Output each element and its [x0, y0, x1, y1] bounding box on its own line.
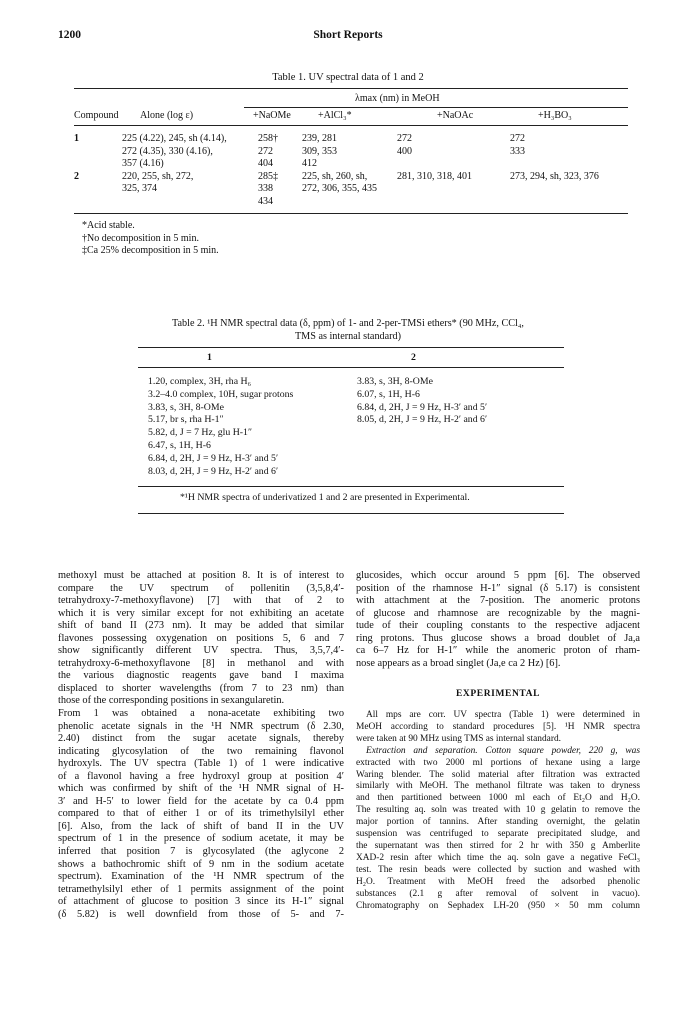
experimental-heading: EXPERIMENTAL — [455, 689, 541, 699]
table1-row2-alcl3-line2: 272, 306, 355, 435 — [302, 183, 377, 194]
table2-col1-row: 5.17, br s, rha H-1″ — [148, 414, 224, 426]
table1-header-compound: Compound — [74, 110, 119, 121]
running-head: Short Reports — [313, 29, 383, 41]
table2-col2-row: 6.07, s, 1H, H-6 — [357, 388, 420, 400]
table2-header-rule — [138, 367, 564, 368]
text-line: spectrum). Examination of the ¹H NMR spectrum of the — [58, 871, 344, 883]
text-line: XAD-2 resin after which time the aq. soln gave a negative FeCl₃ — [356, 852, 640, 863]
table1-row1-naoac-line1: 272 — [397, 133, 412, 144]
text-line: MeOH according to standard procedures [5]. ¹H NMR spectra — [356, 721, 640, 732]
table2-col1-row: 3.83, s, 3H, 8-OMe — [148, 401, 224, 413]
text-line: The resulting aq. soln was treated with 10 g gelatin to remove the — [356, 805, 640, 816]
table1-row1-naoac-line2: 400 — [397, 145, 412, 157]
table2-col1 — [148, 376, 293, 478]
experimental-text — [356, 710, 640, 912]
table2-caption-line2: TMS as internal standard) — [294, 331, 402, 342]
table1-spanner-rule — [244, 107, 628, 108]
table1-row1-alone-line1: 225 (4.22), 245, sh (4.14), — [122, 133, 227, 144]
table1-row1-compound: 1 — [74, 133, 79, 144]
table2-col1-header: 1 — [207, 352, 212, 363]
text-line: which was confirmed by shift of the ¹H NMR signal of H- — [58, 783, 344, 795]
text-line: spectrum of 1 in the presence of sodium acetate, it may be — [58, 833, 344, 845]
table2-footnote-rule — [138, 513, 564, 514]
text-line: 2.40) distinct from the sugar acetate signals, thereby — [58, 733, 344, 745]
table1-row1-h3bo3-line2: 333 — [510, 145, 525, 157]
table1-row1-alcl3-line1: 239, 281 — [302, 133, 337, 144]
text-line: tetramethylsilyl ether of 1 permits assignment of the point — [58, 883, 344, 895]
table2-col2-header: 2 — [411, 352, 416, 363]
text-line: All mps are corr. UV spectra (Table 1) were determined in — [366, 710, 640, 720]
text-line: position of the rhamnose H-1″ signal (δ 5.17) is consistent — [356, 582, 640, 594]
table2-col2-row: 3.83, s, 3H, 8-OMe — [357, 376, 433, 387]
table1-bottom-rule — [74, 213, 628, 214]
text-line: of a flavonol having a free hydroxyl group at position 4′ — [58, 770, 344, 782]
table1-row1-naome-line2: 272 — [258, 145, 273, 157]
text-line: shows a bathochromic shift of 9 nm in the sodium acetate — [58, 858, 344, 870]
table1-row1-h3bo3-line1: 272 — [510, 133, 525, 144]
table2-col1-row: 6.84, d, 2H, J = 9 Hz, H-3′ and 5′ — [148, 452, 279, 464]
table1-header-naome: +NaOMe — [253, 110, 291, 121]
text-line: tetrahydroxy-6-methoxyflavone [8] in methanol and with — [58, 657, 344, 669]
text-line: extracted with two 2000 ml portions of hexane using a large — [356, 757, 640, 768]
text-line: the supernatant was then stirred for 2 hr with 350 g Amberlite — [356, 840, 640, 851]
table2-col1-row: 6.47, s, 1H, H-6 — [148, 439, 211, 451]
text-line: methoxyl must be attached at position 8. It is of interest to — [58, 570, 344, 581]
text-line: which it is very similar except for not exhibiting an acetate — [58, 607, 344, 619]
table1-row1-alone-line3: 357 (4.16) — [122, 158, 164, 169]
table2-col1-row: 1.20, complex, 3H, rha H₆ — [148, 376, 251, 387]
table1-row2-naoac-line1: 281, 310, 318, 401 — [397, 170, 472, 182]
table2-caption-line1: Table 2. ¹H NMR spectral data (δ, ppm) of 1- and 2-per-TMSi ethers* (90 MHz, CCl₄, — [172, 318, 524, 329]
text-line: with attachment at the 7-position. The anomeric protons — [356, 595, 640, 607]
text-line: hydroxyls. The UV spectra (Table 1) of 1 were indicative — [58, 758, 344, 770]
table1-header-alcl3: +AlCl₃* — [318, 110, 352, 121]
table2-col2 — [357, 376, 487, 427]
text-line: inferred that position 7 is glycosylated (the aglycone 2 — [58, 846, 344, 858]
table1-footnote-3: ‡Ca 25% decomposition in 5 min. — [82, 245, 219, 256]
table1-row2-alone-line1: 220, 255, sh, 272, — [122, 170, 194, 182]
text-line: Waring blender. The solid material after filtration was extracted — [356, 769, 640, 780]
table1-row2-alcl3-line1: 225, sh, 260, sh, — [302, 170, 368, 182]
table1-row1-alcl3-line2: 309, 353 — [302, 145, 337, 157]
text-line: ca 6–7 Hz for H-1″ while the anomeric proton of rham- — [356, 645, 640, 657]
table1-row2-naome-line1: 285‡ — [258, 170, 278, 182]
text-line: were taken at 90 MHz using TMS as internal standard. — [356, 733, 561, 744]
text-line: (δ 5.82) is well downfield from those of 5- and 7- — [58, 908, 344, 920]
table1-caption: Table 1. UV spectral data of 1 and 2 — [272, 72, 424, 83]
text-line: flavones possessing oxygenation on positions 5, 6 and 7 — [58, 632, 344, 644]
table1-header-rule — [74, 125, 628, 126]
text-line: indicating glycosylation of the two remaining flavonol — [58, 745, 344, 757]
text-line: tetrahydroxy-7-methoxyflavone) [7] with that of 2 to — [58, 595, 344, 607]
text-line: ring protons. Thus glucose shows a broad doublet of Ja,a — [356, 632, 640, 644]
text-line: shift of band II (273 nm). It may be added that similar — [58, 620, 344, 632]
text-line: major portion of tannins. After standing overnight, the gelatin — [356, 817, 640, 828]
text-line: tude of their coupling constants to the respective adjacent — [356, 620, 640, 632]
table1-row2-compound: 2 — [74, 170, 79, 182]
right-text-column — [356, 570, 640, 670]
text-line: From 1 was obtained a nona-acetate exhibiting two — [58, 708, 344, 720]
text-line: those of the corresponding positions in sexangularetin. — [58, 695, 285, 707]
table1-header-naoac: +NaOAc — [437, 110, 474, 121]
left-text-column — [58, 570, 344, 921]
text-line: H₂O. Treatment with MeOH freed the adsorbed phenolic — [356, 876, 640, 887]
text-line: nose appears as a broad singlet (Ja,e ca 2 Hz) [6]. — [356, 657, 561, 669]
table1-footnote-1: *Acid stable. — [82, 220, 135, 231]
text-line: Chromatography on Sephadex LH-20 (950 × 50 mm column — [356, 900, 640, 911]
table2-col1-row: 8.03, d, 2H, J = 9 Hz, H-2′ and 6′ — [148, 465, 279, 477]
text-line: phenolic acetate signals in the ¹H NMR spectrum (δ 2.30, — [58, 720, 344, 732]
text-line: and then partitioned between 1000 ml each of Et₂O and H₂O. — [356, 793, 640, 804]
table2-top-rule — [138, 347, 564, 348]
table1-row2-h3bo3-line1: 273, 294, sh, 323, 376 — [510, 170, 599, 182]
table2-bottom-rule — [138, 486, 564, 487]
table1-row1-naome-line3: 404 — [258, 158, 273, 169]
table2-footnote: *¹H NMR spectra of underivatized 1 and 2 are presented in Experimental. — [180, 492, 470, 503]
table1-spanner: λmax (nm) in MeOH — [355, 93, 440, 104]
table1-row2-naome-line3: 434 — [258, 195, 273, 207]
table1-row1-alcl3-line3: 412 — [302, 158, 317, 169]
text-line: compare the UV spectrum of pollenitin (3,5,8,4′- — [58, 582, 344, 594]
table1-footnote-2: †No decomposition in 5 min. — [82, 232, 199, 244]
page-number: 1200 — [58, 29, 81, 41]
text-line: [6]. Also, from the lack of shift of band II in the UV — [58, 820, 344, 832]
table2-col2-row: 6.84, d, 2H, J = 9 Hz, H-3′ and 5′ — [357, 401, 488, 413]
table1-row2-alone-line2: 325, 374 — [122, 183, 157, 194]
table1-row1-alone-line2: 272 (4.35), 330 (4.16), — [122, 145, 213, 157]
table1-header-alone: Alone (log ε) — [140, 110, 194, 121]
table1-header-h3bo3: +H₃BO₃ — [538, 110, 572, 121]
text-line: test. The resin beads were collected by suction and washed with — [356, 864, 640, 875]
text-line: similarly with MeOH. The methanol filtrate was taken to dryness — [356, 781, 640, 792]
text-line: displaced to shorter wavelengths (from 7 to 23 nm) than — [58, 682, 344, 694]
table1-row2-naome-line2: 338 — [258, 183, 273, 194]
table1-row1-naome-line1: 258† — [258, 133, 278, 144]
table2-col1-row: 5.82, d, J = 7 Hz, glu H-1″ — [148, 427, 253, 439]
text-line: substances (2.1 g after removal of solvent in vacuo). — [356, 888, 640, 899]
text-line: of glucose and rhamnose are recognizable by the magni- — [356, 607, 640, 619]
text-line: suspension was centrifuged to separate precipitated sludge, and — [356, 829, 640, 840]
text-line: show significantly different UV spectra. Thus, 3,5,7,4′- — [58, 645, 344, 657]
text-line: glucosides, which occur around 5 ppm [6]. The observed — [356, 570, 640, 581]
text-line: the various diagnostic reagents gave band I maxima — [58, 670, 344, 682]
table2-col2-row: 8.05, d, 2H, J = 9 Hz, H-2′ and 6′ — [357, 414, 488, 426]
text-line: compared to that of either 1 or of its trimethylsilyl ether — [58, 808, 344, 820]
table2-col1-row: 3.2–4.0 complex, 10H, sugar protons — [148, 388, 294, 400]
text-line: of attachment of glucose to position 3 since its H-1″ signal — [58, 896, 344, 908]
text-line: 3′ and H-5′ to lower field for the acetate by ca 0.4 ppm — [58, 795, 344, 807]
text-line: Extraction and separation. Cotton square powder, 220 g, was — [366, 745, 640, 756]
